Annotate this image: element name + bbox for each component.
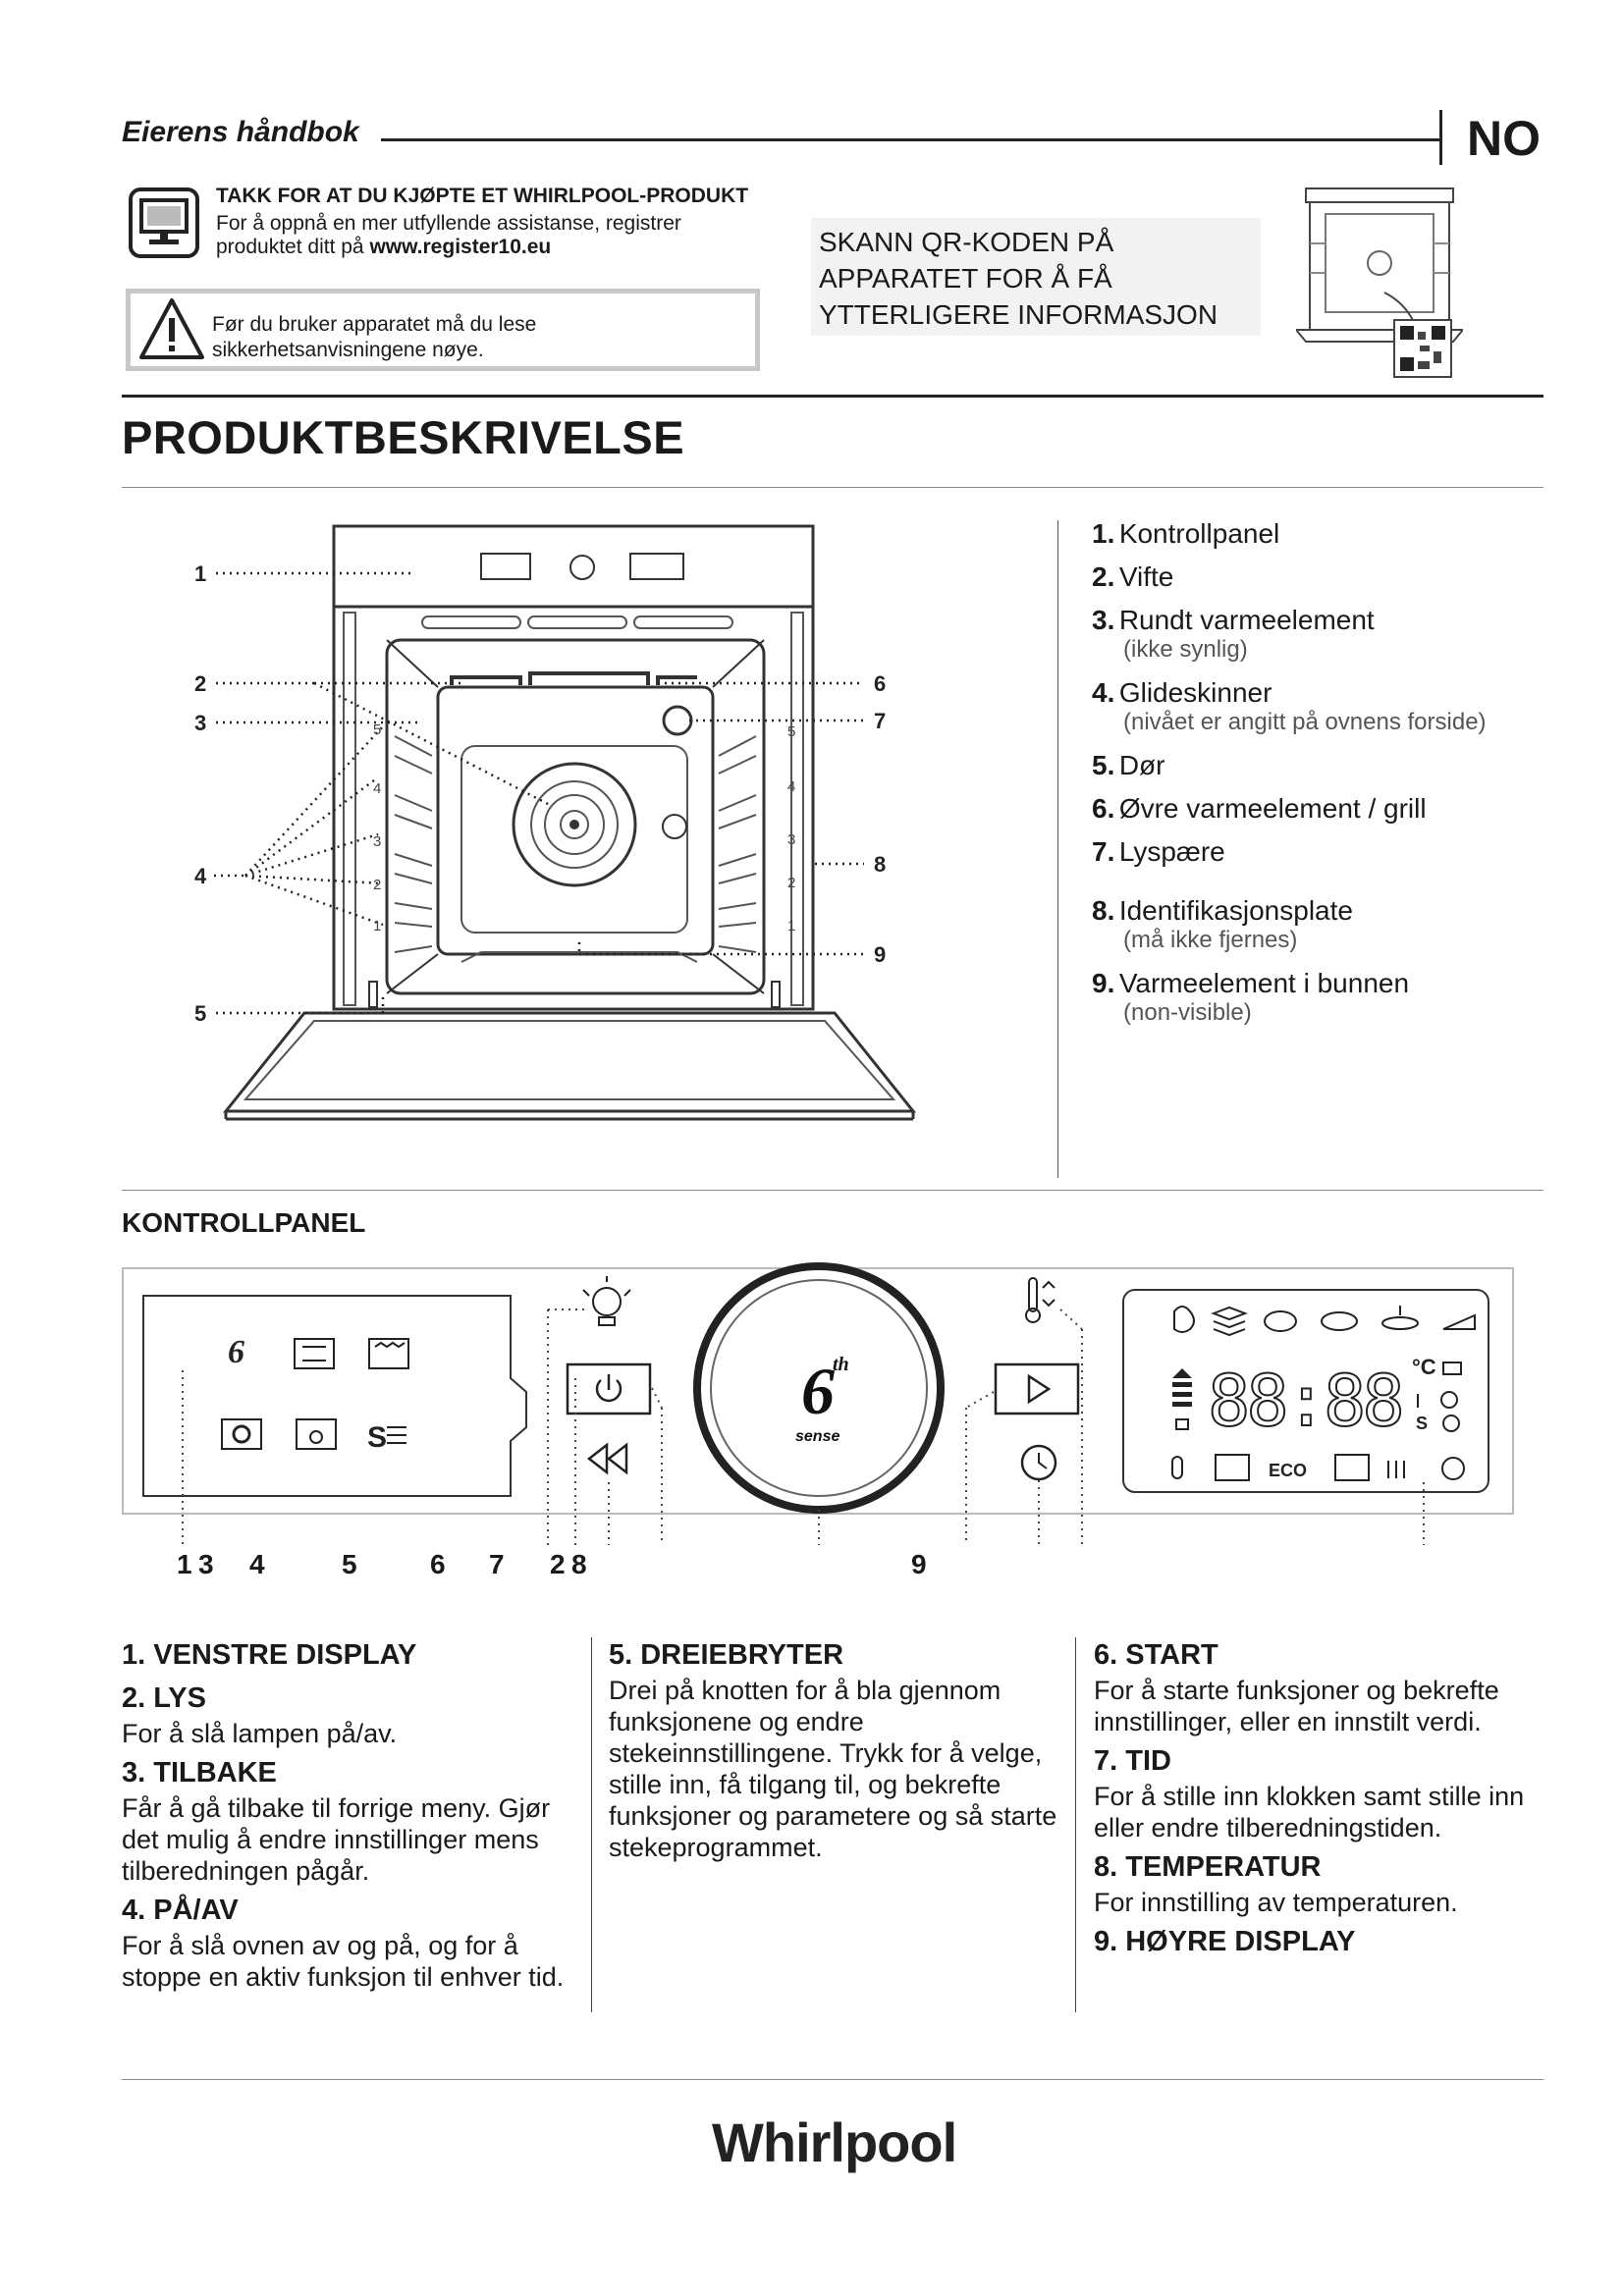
cp-num-4: 4 — [249, 1549, 265, 1579]
part-item — [1092, 605, 1602, 677]
up-arrow-icon — [1172, 1368, 1192, 1378]
callout-8: 8 — [874, 852, 887, 877]
callout-5: 5 — [194, 1001, 207, 1026]
cp-num-8: 8 — [571, 1549, 587, 1579]
shelf-level-1-left: 1 — [373, 918, 382, 934]
part-label: Dør — [1118, 750, 1165, 780]
control-panel-rule — [122, 1190, 1543, 1191]
level-bar-icon — [1172, 1382, 1192, 1387]
light-bulb-icon — [583, 1276, 630, 1325]
timer-icon — [1443, 1415, 1459, 1431]
right-display-function-icons — [1174, 1306, 1475, 1335]
part-label: Øvre varmeelement / grill — [1118, 793, 1427, 824]
shelf-level-3-right: 3 — [787, 831, 796, 848]
callout-6: 6 — [874, 671, 887, 696]
lock-arrow-icons — [1172, 1368, 1192, 1429]
callout-4: 4 — [194, 864, 207, 888]
part-item — [1092, 561, 1602, 605]
warning-icon — [137, 296, 206, 361]
control-panel-title: KONTROLLPANEL — [122, 1207, 366, 1238]
desc-text: For innstilling av temperaturen. — [1094, 1888, 1458, 1917]
part-number: 2. — [1092, 561, 1115, 592]
part-note: (nivået er angitt på ovnens forside) — [1123, 709, 1487, 735]
part-number: 1. — [1092, 518, 1115, 549]
shelf-level-4-left: 4 — [373, 780, 382, 797]
part-item — [1092, 750, 1602, 793]
parts-divider — [1057, 520, 1058, 1178]
warning-text: Før du bruker apparatet må du lese sikkerhetsanvisningene nøye. — [212, 313, 537, 361]
duration-icon — [1443, 1362, 1461, 1374]
knob-logo-word: sense — [795, 1428, 840, 1445]
shelf-level-5-left: 5 — [373, 721, 382, 738]
defrost-icon — [1216, 1455, 1249, 1480]
manual-title: Eierens håndbok — [122, 116, 359, 148]
end-time-icon — [1441, 1392, 1457, 1408]
part-number: 5. — [1092, 750, 1115, 780]
part-label: Identifikasjonsplate — [1118, 895, 1353, 926]
desc-text: Får å gå tilbake til forrige meny. Gjør det mulig å endre innstillinger mens tilberedningen pågår. — [122, 1793, 551, 1886]
column-divider-2 — [1075, 1637, 1076, 2012]
part-note: (ikke synlig) — [1123, 636, 1248, 663]
desc-title: 7. TID — [1094, 1745, 1171, 1777]
eco-label: ECO — [1269, 1461, 1308, 1480]
column-divider-1 — [591, 1637, 592, 2012]
seconds-label: S — [1416, 1414, 1429, 1433]
part-label: Varmeelement i bunnen — [1118, 968, 1410, 998]
fan-icon — [222, 1419, 261, 1449]
part-number: 8. — [1092, 895, 1115, 926]
quick-preheat-icon — [1442, 1458, 1464, 1479]
desc-title: 1. VENSTRE DISPLAY — [122, 1639, 417, 1671]
start-button[interactable] — [996, 1364, 1078, 1414]
brand-logo: Whirlpool — [712, 2111, 957, 2173]
shelf-level-1-right: 1 — [787, 918, 796, 934]
part-label: Vifte — [1118, 561, 1174, 592]
desc-title: 6. START — [1094, 1639, 1218, 1671]
footer-rule — [122, 2079, 1543, 2080]
pizza-icon — [1174, 1307, 1194, 1332]
knob-logo-sup: th — [833, 1354, 849, 1375]
cp-num-5: 5 — [342, 1549, 357, 1579]
desc-title: 8. TEMPERATUR — [1094, 1851, 1322, 1883]
special-functions-icon: S — [367, 1421, 388, 1454]
desc-title: 5. DREIEBRYTER — [609, 1639, 844, 1671]
description-column-1 — [122, 1637, 583, 1999]
cake-icon — [1443, 1315, 1475, 1329]
celsius-label: °C — [1412, 1355, 1436, 1379]
desc-title: 2. LYS — [122, 1682, 206, 1714]
monitor-icon — [128, 187, 200, 259]
desc-text: For å slå lampen på/av. — [122, 1719, 398, 1748]
layers-icon — [1214, 1308, 1245, 1335]
clock-button[interactable] — [1022, 1446, 1056, 1479]
cp-num-6: 6 — [430, 1549, 446, 1579]
part-number: 6. — [1092, 793, 1115, 824]
temperature-probe-icon — [1172, 1457, 1182, 1478]
part-item — [1092, 793, 1602, 836]
desc-title: 9. HØYRE DISPLAY — [1094, 1926, 1356, 1957]
oven-qr-illustration — [1296, 185, 1463, 391]
callout-7: 7 — [874, 709, 887, 733]
parts-list — [1092, 518, 1602, 1041]
part-note: (må ikke fjernes) — [1123, 927, 1298, 953]
shelf-level-3-left: 3 — [373, 833, 382, 850]
steam-icon — [1388, 1461, 1404, 1478]
cp-num-2: 2 — [550, 1549, 566, 1579]
six-sense-icon: 6 — [228, 1334, 244, 1370]
shelf-level-2-left: 2 — [373, 877, 382, 893]
desc-title: 4. PÅ/AV — [122, 1895, 239, 1926]
part-item — [1092, 518, 1602, 561]
header-tick — [1439, 110, 1442, 165]
play-icon — [1029, 1376, 1049, 1402]
callout-3: 3 — [194, 711, 207, 735]
roast-icon — [1265, 1311, 1296, 1331]
cp-num-9: 9 — [911, 1549, 927, 1579]
back-button[interactable] — [589, 1445, 626, 1472]
part-label: Glideskinner — [1118, 677, 1272, 708]
desc-title: 3. TILBAKE — [122, 1757, 277, 1789]
part-item — [1092, 677, 1602, 750]
part-item — [1092, 836, 1602, 895]
top-bottom-heat-icon — [295, 1339, 334, 1368]
part-label: Lyspære — [1118, 836, 1225, 867]
part-label: Rundt varmeelement — [1118, 605, 1375, 635]
register-sentence: For å oppnå en mer utfyllende assistanse, registrer produktet ditt på — [216, 212, 681, 258]
part-item — [1092, 895, 1602, 968]
left-display-icons — [222, 1334, 408, 1454]
part-number: 7. — [1092, 836, 1115, 867]
bottom-display-icons — [1172, 1455, 1464, 1480]
pizza-plate-icon — [1382, 1317, 1418, 1329]
desc-text: For å starte funksjoner og bekrefte innstillinger, eller en innstilt verdi. — [1094, 1676, 1499, 1736]
cp-num-3: 3 — [198, 1549, 214, 1579]
register-text — [216, 212, 766, 259]
register-title: TAKK FOR AT DU KJØPTE ET WHIRLPOOL-PRODUKT — [216, 185, 749, 207]
shelf-level-5-right: 5 — [787, 723, 796, 740]
desc-text: Drei på knotten for å bla gjennom funksjonene og endre stekeinnstillingene. Trykk for å velge, stille inn, få tilgang til, og bekrefte funksjoner og parametere og så starte stekeprogrammet. — [609, 1676, 1057, 1862]
desc-text: For å stille inn klokken samt stille inn eller endre tilberedningstiden. — [1094, 1782, 1525, 1842]
description-column-3 — [1094, 1637, 1555, 1959]
digit-display: 88:88 — [1208, 1360, 1401, 1442]
bread-icon — [1322, 1312, 1357, 1330]
cp-num-1: 1 — [177, 1549, 192, 1579]
shelf-level-2-right: 2 — [787, 875, 796, 891]
language-code: NO — [1467, 111, 1541, 166]
part-number: 3. — [1092, 605, 1115, 635]
part-note: (non-visible) — [1123, 999, 1252, 1026]
oven-diagram — [187, 510, 1011, 1139]
part-label: Kontrollpanel — [1118, 518, 1280, 549]
part-number: 4. — [1092, 677, 1115, 708]
cp-num-7: 7 — [489, 1549, 505, 1579]
shelf-level-4-right: 4 — [787, 778, 796, 795]
qr-instruction: SKANN QR-KODEN PÅ APPARATET FOR Å FÅ YTTERLIGERE INFORMASJON — [819, 227, 1218, 330]
knob-logo-digit: 6 — [801, 1354, 835, 1428]
description-column-2 — [609, 1637, 1070, 1869]
section-rule — [122, 487, 1543, 488]
thermometer-icon — [1026, 1278, 1055, 1322]
header-divider — [122, 395, 1543, 398]
fan-grill-icon — [297, 1419, 336, 1449]
header-rule — [381, 138, 1441, 141]
lock-icon — [1176, 1419, 1188, 1429]
control-panel-diagram — [122, 1260, 1516, 1565]
callout-2: 2 — [194, 671, 207, 696]
desc-text: For å slå ovnen av og på, og for å stoppe en aktiv funksjon til enhver tid. — [122, 1931, 565, 1992]
part-number: 9. — [1092, 968, 1115, 998]
keep-warm-icon — [1335, 1455, 1369, 1480]
register-url[interactable]: www.register10.eu — [369, 236, 552, 258]
part-item — [1092, 968, 1602, 1041]
section-title: PRODUKTBESKRIVELSE — [122, 411, 685, 463]
callout-1: 1 — [194, 561, 207, 586]
callout-9: 9 — [874, 942, 887, 967]
power-icon — [597, 1374, 621, 1401]
